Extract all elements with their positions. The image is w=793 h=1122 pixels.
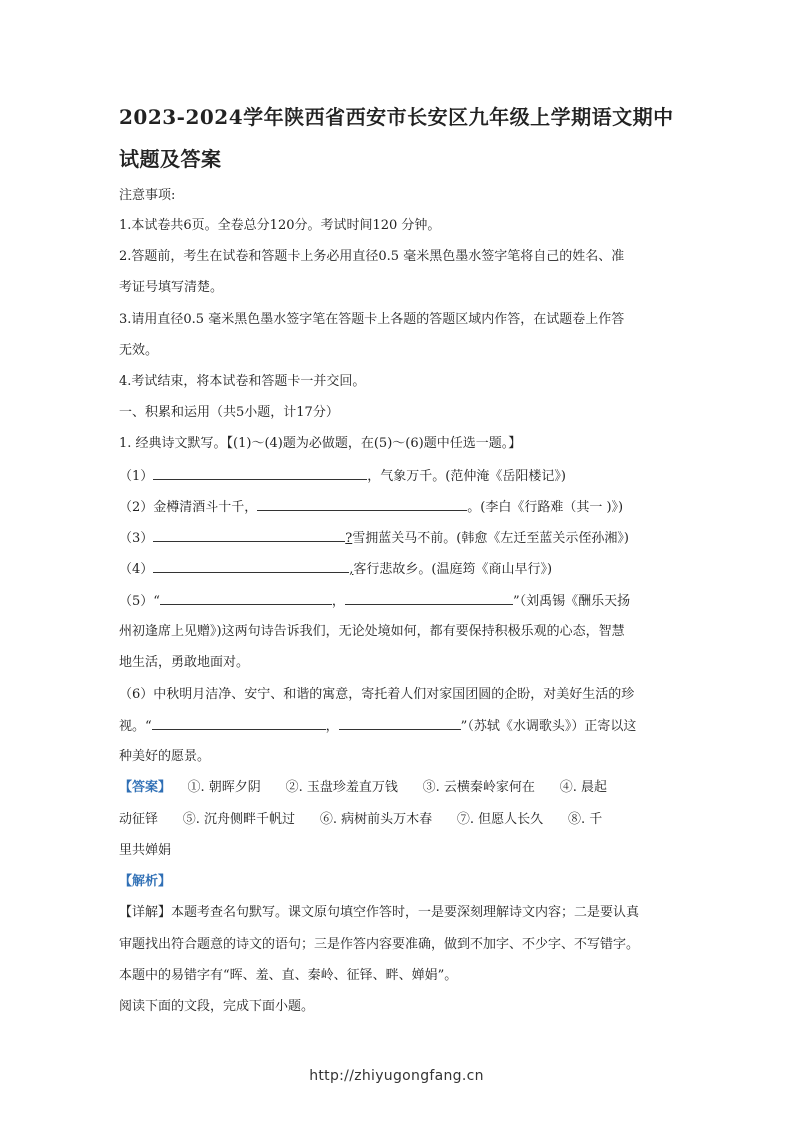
q1-5-text: ”（刘禹锡《酬乐天扬 bbox=[512, 594, 631, 609]
q1-3-number: （3） bbox=[119, 531, 154, 546]
answer-blank bbox=[160, 591, 332, 605]
answer-blank bbox=[345, 591, 513, 605]
notice-item-3-line-1: 3.请用直径0.5 毫米黑色墨水签字笔在答题卡上各题的答题区域内作答，在试题卷上作答 bbox=[119, 312, 625, 327]
notice-item-1: 1.本试卷共6页。全卷总分120分。考试时间120 分钟。 bbox=[119, 218, 441, 233]
q1-3-text: 雪拥蓝关马不前。(韩愈《左迁至蓝关示侄孙湘》) bbox=[352, 531, 629, 546]
answer-line-3: 里共婵娟 bbox=[119, 843, 172, 858]
question-1-6-line-2 bbox=[119, 716, 679, 737]
reading-prompt: 阅读下面的文段，完成下面小题。 bbox=[119, 999, 315, 1014]
q1-4-text: 客行悲故乡。(温庭筠《商山早行》) bbox=[353, 562, 553, 577]
title-line-1: 2023-2024学年陕西省西安市长安区九年级上学期语文期中 bbox=[119, 105, 674, 129]
question-1-prompt: 1. 经典诗文默写。【(1)～(4)题为必做题，在(5)～(6)题中任选一题。】 bbox=[119, 436, 522, 451]
answer-label: 【答案】 bbox=[119, 780, 172, 795]
answer-blank bbox=[257, 497, 467, 511]
q1-5-prefix: （5）“ bbox=[119, 594, 160, 609]
notice-item-3-line-2: 无效。 bbox=[119, 343, 159, 358]
analysis-label: 【解析】 bbox=[119, 874, 172, 889]
answer-text-1: ①. 朝晖夕阴 ②. 玉盘珍羞直万钱 ③. 云横秦岭家何在 ④. 晨起 bbox=[171, 780, 607, 795]
detail-line-3: 本题中的易错字有“晖、羞、直、秦岭、征铎、畔、婵娟”。 bbox=[119, 968, 458, 983]
question-1-2 bbox=[119, 497, 679, 518]
footer-url[interactable]: http://zhiyugongfang.cn bbox=[309, 1068, 484, 1084]
notice-item-2-line-1: 2.答题前，考生在试卷和答题卡上务必用直径0.5 毫米黑色墨水签字笔将自己的姓名、准 bbox=[119, 249, 625, 264]
q1-6-text: ”（苏轼《水调歌头》）正寄以这 bbox=[460, 719, 637, 734]
notice-item-4: 4.考试结束，将本试卷和答题卡一并交回。 bbox=[119, 374, 366, 389]
q1-6-comma: ， bbox=[325, 719, 339, 734]
question-1-6-line-3: 种美好的愿景。 bbox=[119, 749, 211, 764]
answer-blank bbox=[153, 466, 367, 480]
q1-6-prefix: 视。“ bbox=[119, 719, 152, 734]
q1-2-text: 。(李白《行路难（其一 )》) bbox=[467, 500, 624, 515]
question-1-5-line-3: 地生活，勇敢地面对。 bbox=[119, 655, 250, 670]
answer-line-1 bbox=[119, 778, 679, 798]
document-title bbox=[119, 96, 679, 180]
answer-blank bbox=[152, 716, 326, 730]
q1-1-text: ，气象万千。(范仲淹《岳阳楼记》) bbox=[367, 469, 566, 484]
q1-2-prefix: （2）金樽清酒斗十千， bbox=[119, 500, 258, 515]
answer-line-2: 动征铎 ⑤. 沉舟侧畔千帆过 ⑥. 病树前头万木春 ⑦. 但愿人长久 ⑧. 千 bbox=[119, 812, 603, 827]
q1-5-comma: ， bbox=[331, 594, 345, 609]
q1-3-mark: ? bbox=[345, 531, 353, 546]
answer-blank bbox=[153, 528, 345, 542]
section-heading: 一、积累和运用（共5小题，计17分） bbox=[119, 405, 339, 420]
question-1-4 bbox=[119, 559, 679, 580]
q1-1-number: （1） bbox=[119, 469, 154, 484]
title-line-2: 试题及答案 bbox=[119, 147, 222, 171]
detail-line-2: 审题找出符合题意的诗文的语句；三是作答内容要准确，做到不加字、不少字、不写错字。 bbox=[119, 937, 640, 952]
question-1-6-line-1: （6）中秋明月洁净、安宁、和谐的寓意，寄托着人们对家国团圆的企盼，对美好生活的珍 bbox=[119, 687, 635, 702]
q1-4-mark: , bbox=[349, 562, 354, 577]
answer-blank bbox=[153, 559, 349, 573]
detail-line-1: 【详解】本题考查名句默写。课文原句填空作答时，一是要深刻理解诗文内容；二是要认真 bbox=[119, 905, 640, 920]
question-1-5-line-1 bbox=[119, 591, 679, 612]
question-1-5-line-2: 州初逢席上见赠》)这两句诗告诉我们，无论处境如何，都有要保持积极乐观的心态，智慧 bbox=[119, 624, 625, 639]
question-1-3 bbox=[119, 528, 679, 549]
answer-blank bbox=[339, 716, 461, 730]
question-1-1 bbox=[119, 466, 679, 487]
notice-heading: 注意事项: bbox=[119, 188, 176, 203]
notice-item-2-line-2: 考证号填写清楚。 bbox=[119, 280, 224, 295]
q1-4-number: （4） bbox=[119, 562, 154, 577]
